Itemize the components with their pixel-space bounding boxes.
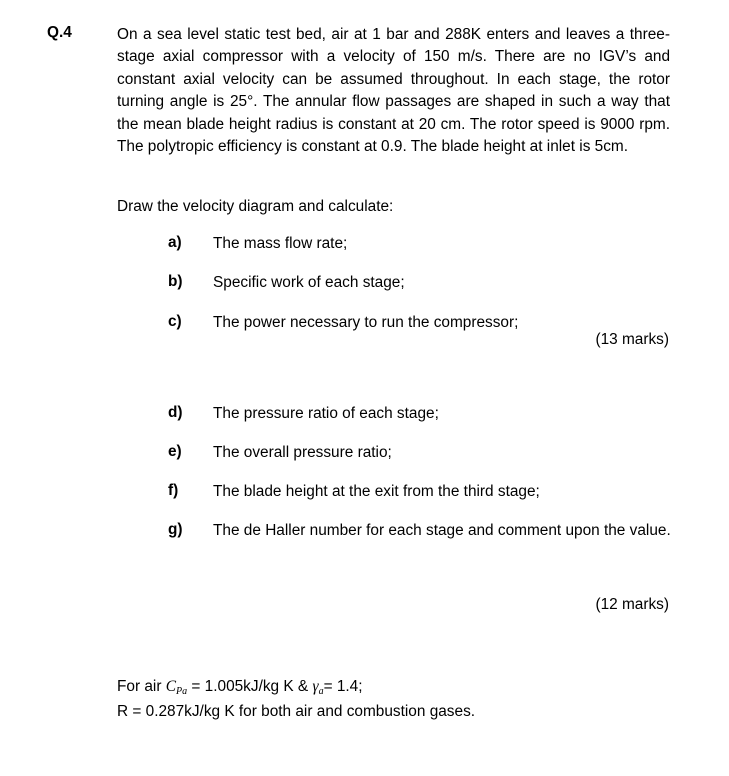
- question-statement: On a sea level static test bed, air at 1 bar and 288K enters and leaves a three-stage axial compressor with a velocity of 150 m/s. There are no IGV’s and constant axial velocity can be assumed throughout. In each stage, the rotor turning angle is 25°. The annular flow passages are shaped in such a way that the mean blade height radius is constant at 20 cm. The rotor speed is 9000 rpm. The polytropic efficiency is constant at 0.9. The blade height at inlet is 5cm.: [117, 26, 670, 156]
- cp-subscript: Pa: [176, 686, 188, 697]
- part-text: The de Haller number for each stage and comment upon the value.: [213, 522, 671, 539]
- part-label: f): [168, 482, 179, 499]
- marks-first: (13 marks): [595, 331, 669, 348]
- part-text: The mass flow rate;: [213, 235, 348, 252]
- part-text: Specific work of each stage;: [213, 274, 405, 291]
- part-text: The pressure ratio of each stage;: [213, 405, 439, 422]
- footer-line-1: [117, 676, 475, 701]
- footer-line-2: R = 0.287kJ/kg K for both air and combustion gases.: [117, 702, 476, 720]
- marks-second: (12 marks): [595, 596, 669, 613]
- part-label: a): [168, 234, 182, 251]
- cp-symbol: C: [165, 678, 177, 695]
- part-label: g): [168, 521, 183, 538]
- gamma-symbol: γ: [312, 678, 319, 695]
- part-text: The overall pressure ratio;: [213, 444, 392, 461]
- footer-constants: [117, 676, 475, 723]
- part-label: d): [168, 404, 183, 421]
- footer-prefix: For air: [117, 678, 162, 695]
- part-text: The power necessary to run the compressor;: [213, 314, 519, 331]
- part-label: c): [168, 313, 182, 330]
- question-number: Q.4: [47, 24, 72, 41]
- gamma-value: = 1.4;: [323, 678, 363, 695]
- gamma-subscript: a: [318, 686, 324, 697]
- part-label: e): [168, 443, 182, 460]
- part-label: b): [168, 273, 183, 290]
- cp-value: = 1.005kJ/kg K &: [191, 678, 309, 695]
- instruction: Draw the velocity diagram and calculate:: [117, 198, 394, 215]
- part-text: The blade height at the exit from the third stage;: [213, 483, 540, 500]
